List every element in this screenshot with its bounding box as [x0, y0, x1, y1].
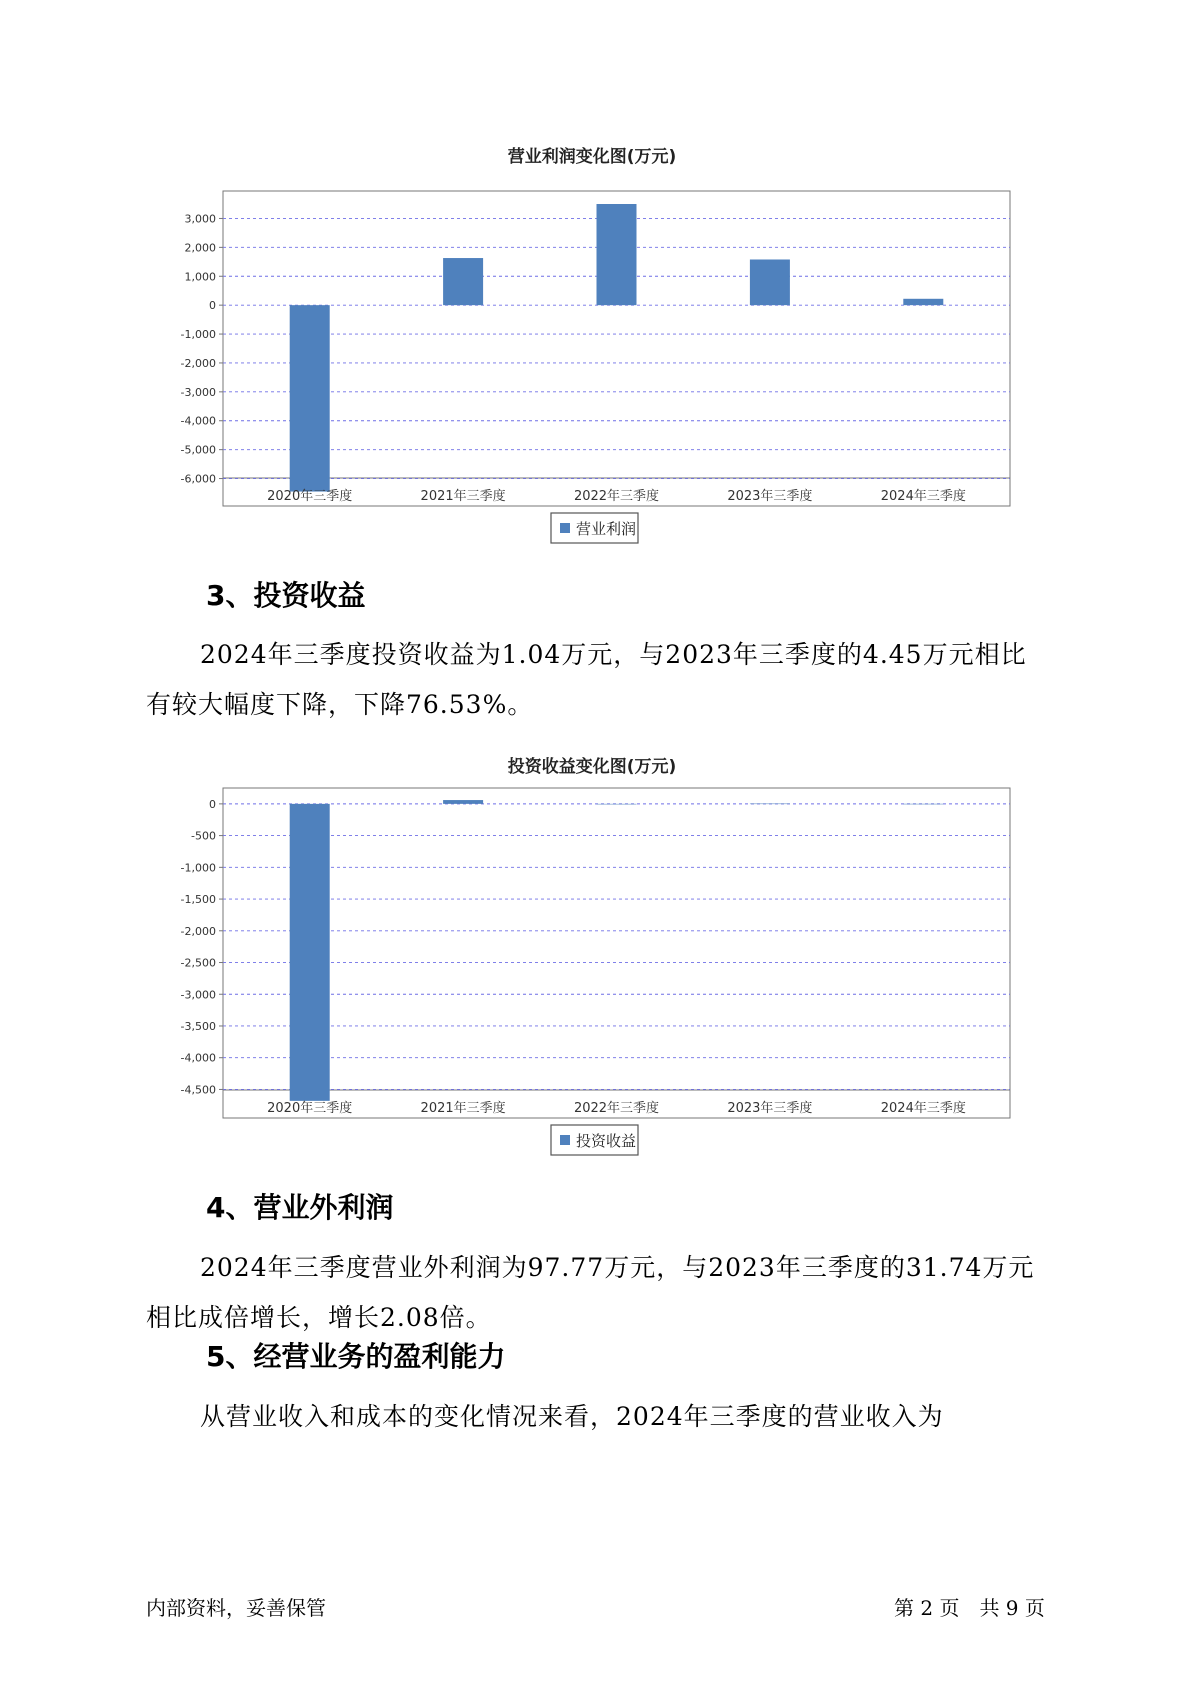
y-tick-label: -3,000 — [180, 988, 216, 1002]
section-3-heading: 3、投资收益 — [206, 579, 366, 612]
x-category-label: 2022年三季度 — [573, 1101, 660, 1116]
y-tick-label: -5,000 — [180, 443, 216, 457]
section-4-paragraph — [146, 1243, 1046, 1343]
x-category-label: 2024年三季度 — [880, 1101, 966, 1116]
bar — [443, 258, 483, 305]
y-tick-label: -4,000 — [180, 1051, 216, 1065]
y-tick-label: -3,500 — [180, 1019, 216, 1033]
bar — [290, 804, 330, 1101]
chart-legend — [551, 513, 638, 543]
investment-income-chart-svg — [150, 750, 1030, 1210]
bar — [750, 259, 790, 305]
paragraph-line: 2024年三季度营业外利润为97.77万元，与2023年三季度的31.74万元 — [200, 1253, 1035, 1282]
plot-area — [223, 788, 1010, 1118]
y-tick-label: -1,000 — [180, 861, 216, 875]
bar — [903, 299, 943, 305]
footer-confidential-note: 内部资料，妥善保管 — [146, 1596, 326, 1620]
investment-income-chart — [150, 750, 1030, 1210]
y-tick-label: -2,500 — [180, 956, 216, 970]
x-category-label: 2024年三季度 — [880, 489, 966, 504]
y-tick-label: 0 — [209, 797, 216, 811]
x-category-label: 2020年三季度 — [267, 489, 353, 504]
y-tick-label: -1,000 — [180, 328, 216, 342]
section-3-paragraph — [146, 630, 1046, 730]
bar — [443, 800, 483, 804]
section-5-heading: 5、经营业务的盈利能力 — [206, 1340, 506, 1373]
bar — [750, 804, 790, 805]
operating-profit-chart — [150, 140, 1030, 600]
legend-swatch — [560, 523, 570, 533]
y-tick-label: 2,000 — [184, 241, 216, 255]
x-category-label: 2022年三季度 — [573, 489, 660, 504]
legend-label: 投资收益 — [576, 1132, 637, 1150]
bar — [903, 804, 943, 805]
bar — [597, 204, 637, 305]
y-tick-label: -4,500 — [180, 1083, 216, 1097]
bar — [290, 305, 330, 491]
y-tick-label: -4,000 — [180, 414, 216, 428]
x-category-label: 2023年三季度 — [727, 489, 813, 504]
y-tick-label: -2,000 — [180, 356, 216, 370]
y-tick-label: 1,000 — [184, 270, 216, 284]
chart-title: 营业利润变化图(万元) — [507, 147, 677, 167]
paragraph-line: 从营业收入和成本的变化情况来看，2024年三季度的营业收入为 — [200, 1402, 944, 1431]
section-4-heading: 4、营业外利润 — [206, 1191, 394, 1224]
operating-profit-chart-svg — [150, 140, 1030, 600]
bar — [597, 804, 637, 805]
paragraph-line: 2024年三季度投资收益为1.04万元，与2023年三季度的4.45万元相比 — [200, 640, 1027, 669]
chart-title: 投资收益变化图(万元) — [507, 757, 677, 777]
legend-label: 营业利润 — [576, 520, 637, 538]
paragraph-line: 相比成倍增长，增长2.08倍。 — [146, 1303, 492, 1332]
y-tick-label: 3,000 — [184, 212, 216, 226]
x-category-label: 2023年三季度 — [727, 1101, 813, 1116]
y-tick-label: -500 — [191, 829, 216, 843]
x-category-label: 2020年三季度 — [267, 1101, 353, 1116]
y-tick-label: -3,000 — [180, 385, 216, 399]
x-category-label: 2021年三季度 — [420, 1101, 506, 1116]
legend-swatch — [560, 1135, 570, 1145]
x-category-label: 2021年三季度 — [420, 489, 506, 504]
paragraph-line: 有较大幅度下降，下降76.53%。 — [146, 690, 534, 719]
y-tick-label: 0 — [209, 299, 216, 313]
section-5-paragraph — [146, 1392, 1046, 1442]
y-tick-label: -1,500 — [180, 893, 216, 907]
footer-page-number: 第 2 页 共 9 页 — [894, 1596, 1045, 1620]
y-tick-label: -6,000 — [180, 472, 216, 486]
chart-legend — [551, 1125, 638, 1155]
y-tick-label: -2,000 — [180, 924, 216, 938]
